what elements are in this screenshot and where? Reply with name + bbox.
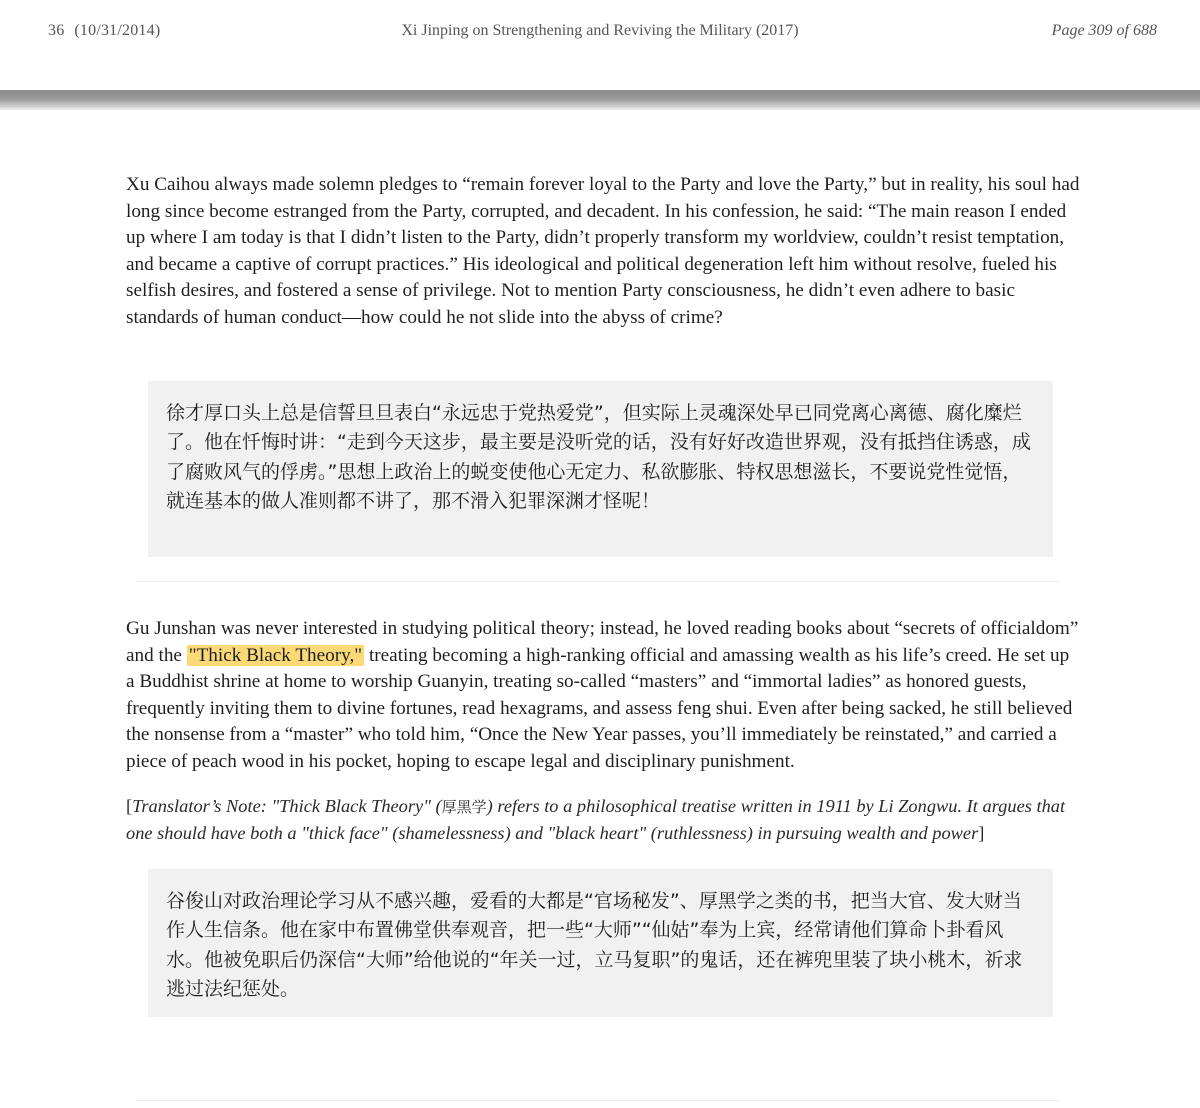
note-text-1: Translator’s Note: "Thick Black Theory" ( [132,796,442,816]
note-open-bracket: [ [126,796,133,816]
paragraph-gu-junshan [126,616,1081,775]
paragraph-xu-caihou: Xu Caihou always made solemn pledges to “remain forever loyal to the Party and love the Party,” but in reality, his soul had long since become estranged from the Party, corrupted, and decadent. In his confession, he said: “The main reason I ended up where I am today is that I didn’t listen to the Party, didn’t properly transform my worldview, couldn’t resist temptation, and became a captive of corrupt practices.” His ideological and political degeneration left him without resolve, fueled his selfish desires, and fostered a sense of privilege. Not to mention Party consciousness, he didn’t even adhere to basic standards of human conduct—how could he not slide into the abyss of crime? [126,174,1080,328]
doc-number: 36 [48,22,65,39]
note-text-2: ) refers to a philosophical treatise written in 1911 by Li Zongwu. It argues that one should have both a "thick face" (shamelessness) and "black heart" (ruthlessness) in pursuing wealth and power [126,796,1066,843]
page-indicator: Page 309 of 688 [1051,22,1157,39]
paragraph-text-after: treating becoming a high-ranking official and amassing wealth as his life’s creed. He set up a Buddhist shrine at home to worship Guanyin, treating so-called “masters” and “immortal ladies” as honored guests, frequently inviting them to divine fortunes, read hexagrams, and assess feng shui. Even after being sacked, he still believed the nonsense from a “master” who told him, “Once the New Year passes, you’ll immediately be reinstated,” and carried a piece of peach wood in his pocket, hoping to escape legal and disciplinary punishment. [126,644,1073,772]
page-content [126,172,1081,1017]
section-divider [136,581,1060,582]
paragraph-text-before: Gu Junshan was never interested in studying political theory; instead, he loved reading books about “secrets of officialdom” and the [126,618,1079,666]
chinese-quote-block: 徐才厚口头上总是信誓旦旦表白“永远忠于党热爱党”，但实际上灵魂深处早已同党离心离德、腐化糜烂了。他在忏悔时讲：“走到今天这步，最主要是没听党的话，没有好好改造世界观，没有抵挡住诱惑，成了腐败风气的俘虏。”思想上政治上的蜕变使他心无定力、私欲膨胀、特权思想滋长，不要说党性觉悟，就连基本的做人准则都不讲了，那不滑入犯罪深渊才怪呢！ [148,381,1053,557]
page-header [0,0,1200,90]
page-divider [0,90,1200,110]
note-close-bracket: ] [978,823,985,843]
book-title: Xi Jinping on Strengthening and Reviving the Military (2017) [401,22,799,39]
chinese-quote-block: 谷俊山对政治理论学习从不感兴趣，爱看的大都是“官场秘发”、厚黑学之类的书，把当大官、发大财当作人生信条。他在家中布置佛堂供奉观音，把一些“大师”“仙姑”奉为上宾，经常请他们算命卜卦看风水。他被免职后仍深信“大师”给他说的“年关一过，立马复职”的鬼话，还在裤兜里装了块小桃木，祈求逃过法纪惩处。 [148,869,1053,1017]
doc-date: (10/31/2014) [74,22,161,39]
translator-note [126,793,1081,846]
note-chinese-term: 厚黑学 [441,798,487,816]
section-divider [136,1100,1060,1101]
highlighted-text[interactable]: "Thick Black Theory," [188,644,363,666]
